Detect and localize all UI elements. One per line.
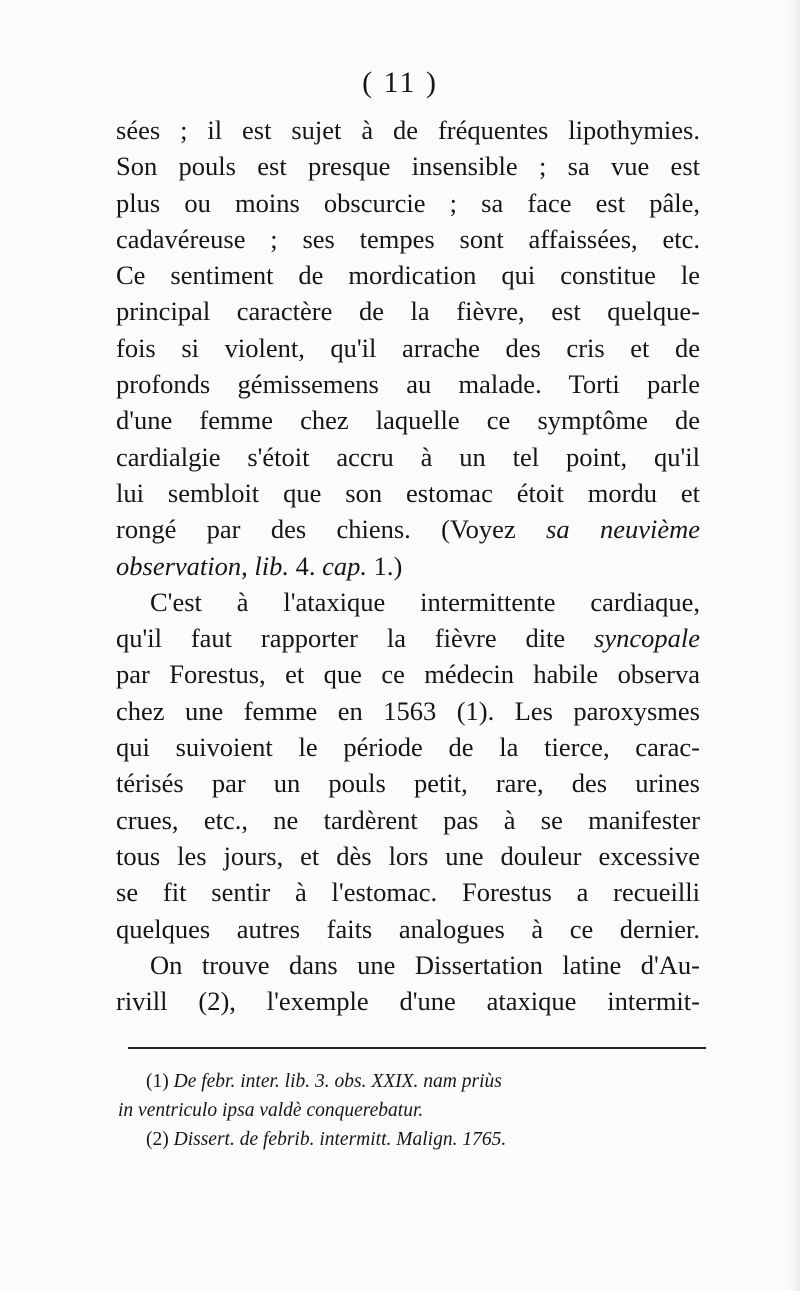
italic-reference: sa neuvième — [546, 514, 700, 545]
text-run: rongé par des chiens. (Voyez — [116, 514, 547, 545]
text-line: chez une femme en 1563 (1). Les paroxysmes — [116, 695, 700, 726]
footnote-divider — [128, 1047, 706, 1049]
footnote-marker: (1) — [146, 1071, 169, 1092]
text-run: 1.) — [367, 550, 403, 581]
text-line: lui sembloit que son estomac étoit mordu et — [116, 477, 700, 508]
footnote-text: Dissert. de febrib. intermitt. Malign. 1765. — [173, 1129, 507, 1150]
text-run: qu'il faut rapporter la fièvre dite — [116, 623, 595, 654]
text-line: se fit sentir à l'estomac. Forestus a recueilli — [116, 877, 700, 908]
paragraph-start-line: On trouve dans une Dissertation latine d'Au- — [150, 949, 700, 980]
text-line: par Forestus, et que ce médecin habile observa — [116, 659, 700, 690]
footnote-marker: (2) — [146, 1129, 169, 1150]
italic-reference: cap. — [322, 550, 367, 581]
text-line: sées ; il est sujet à de fréquentes lipothymies. — [116, 115, 700, 145]
text-line — [116, 548, 700, 584]
text-line — [116, 620, 700, 656]
text-line: quelques autres faits analogues à ce dernier. — [116, 913, 700, 944]
text-line: d'une femme chez laquelle ce symptôme de — [116, 405, 700, 436]
italic-reference: observation — [116, 550, 242, 581]
page-number: ( 11 ) — [362, 66, 438, 99]
text-line: fois si violent, qu'il arrache des cris et de — [116, 332, 700, 363]
page-edge-shadow — [786, 0, 800, 1291]
text-line: térisés par un pouls petit, rare, des urines — [116, 768, 700, 799]
footnote-2 — [116, 1125, 708, 1154]
footnotes — [116, 1067, 708, 1154]
text-line: crues, etc., ne tardèrent pas à se manifester — [116, 804, 700, 835]
text-line: plus ou moins obscurcie ; sa face est pâle, — [116, 187, 700, 218]
italic-reference: lib. — [254, 550, 289, 581]
text-line: tous les jours, et dès lors une douleur excessive — [116, 840, 700, 871]
text-line: cadavéreuse ; ses tempes sont affaissées, etc. — [116, 223, 700, 254]
text-line: principal caractère de la fièvre, est quelque- — [116, 296, 700, 327]
text-line: profonds gémissemens au malade. Torti parle — [116, 369, 700, 400]
text-line: Son pouls est presque insensible ; sa vue est — [116, 151, 700, 182]
text-line: qui suivoient le période de la tierce, carac- — [116, 732, 700, 763]
text-line — [116, 511, 700, 547]
text-line: rivill (2), l'exemple d'une ataxique intermit- — [116, 986, 700, 1017]
paragraph-start-line: C'est à l'ataxique intermittente cardiaque, — [150, 586, 700, 617]
main-text — [116, 112, 700, 1019]
footnote-1 — [116, 1067, 708, 1096]
footnote-1-continued: in ventriculo ipsa valdè conquerebatur. — [118, 1100, 424, 1121]
text-line: Ce sentiment de mordication qui constitue le — [116, 260, 700, 291]
text-line: cardialgie s'étoit accru à un tel point, qu'il — [116, 441, 700, 472]
italic-term: syncopale — [594, 623, 700, 654]
text-run: 4. — [288, 550, 323, 581]
text-run: , — [241, 550, 255, 581]
footnote-text: De febr. inter. lib. 3. obs. XXIX. nam priùs — [173, 1071, 502, 1092]
